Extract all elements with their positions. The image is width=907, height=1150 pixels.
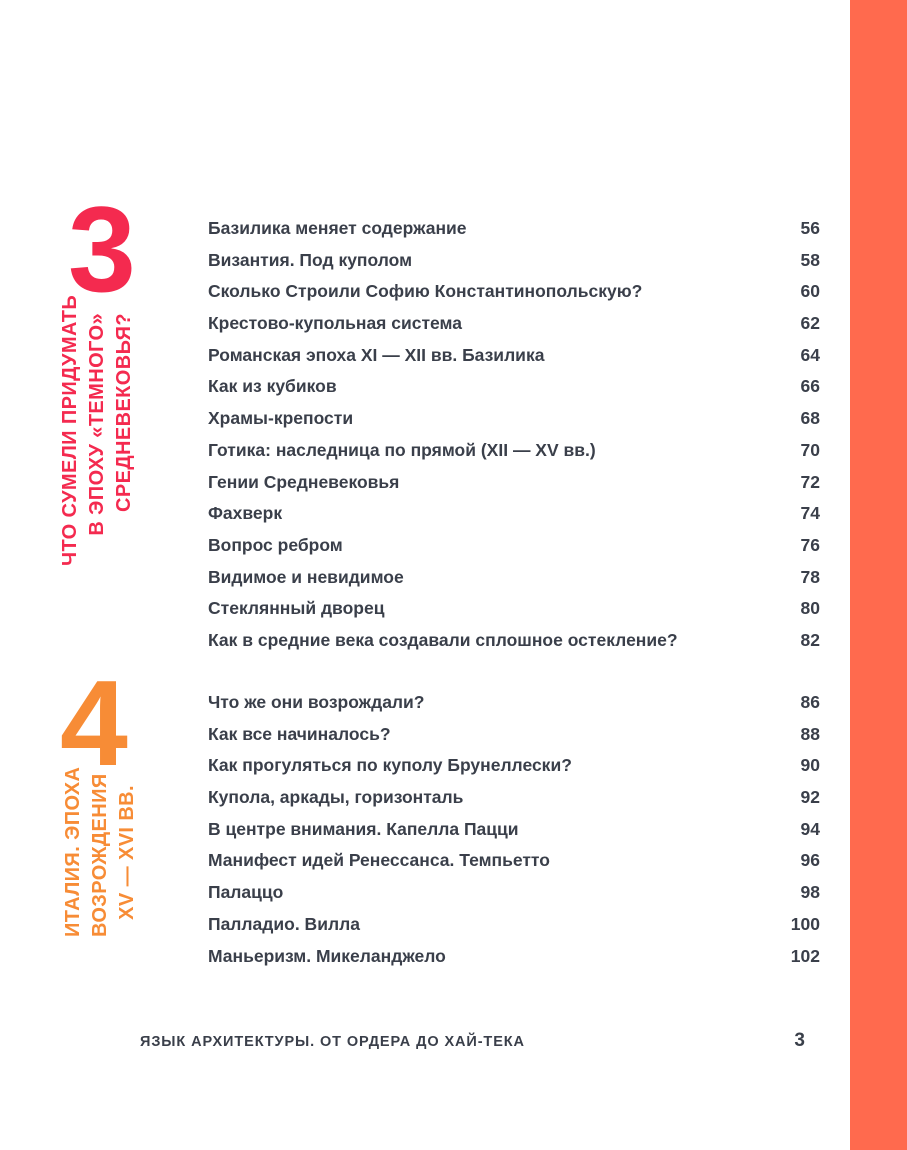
section-3-number: 3 (68, 181, 133, 317)
toc-entry-page-number: 80 (800, 598, 820, 619)
toc-entry-title: Как прогуляться по куполу Брунеллески? (208, 755, 572, 776)
toc-entry-title: Манифест идей Ренессанса. Темпьетто (208, 850, 550, 871)
toc-entry (208, 213, 820, 245)
toc-entry-page-number: 76 (800, 534, 820, 555)
right-accent-bar (850, 0, 907, 1150)
toc-entry-page-number: 88 (800, 723, 820, 744)
toc-entry-title: Что же они возрождали? (208, 692, 425, 712)
toc-entry-page-number: 70 (800, 439, 820, 460)
toc-entry (208, 245, 820, 277)
toc-entry-page-number: 98 (800, 882, 820, 903)
section-3-title-line-3: СРЕДНЕВЕКОВЬЯ? (113, 313, 135, 512)
toc-entry-title: Палладио. Вилла (208, 913, 360, 934)
toc-entry-page-number: 94 (800, 818, 820, 839)
toc-entry-title: Крестово-купольная система (208, 313, 462, 334)
section-3-vertical-title (57, 294, 138, 566)
toc-entry-page-number: 90 (800, 755, 820, 776)
toc-entry-title: Гении Средневековья (208, 471, 400, 492)
toc-entry (208, 467, 820, 499)
toc-entry-title: Видимое и невидимое (208, 566, 404, 587)
toc-entry-title: Стеклянный дворец (208, 598, 385, 619)
toc-entry (208, 782, 820, 814)
toc-entry-page-number: 78 (800, 566, 820, 587)
toc-entry-page-number: 62 (800, 313, 820, 334)
toc-entry-title: Фахверк (208, 503, 283, 524)
toc-entry-page-number: 82 (800, 629, 820, 650)
toc-entry-page-number: 72 (800, 471, 820, 492)
toc-entry-page-number: 96 (800, 850, 820, 871)
toc-entry (208, 498, 820, 530)
toc-entry-page-number: 66 (800, 376, 820, 397)
toc-entry (208, 308, 820, 340)
toc-entry-title: Как из кубиков (208, 376, 337, 397)
toc-list-section-3 (208, 213, 820, 657)
section-4-title-line-1: ИТАЛИЯ. ЭПОХА (62, 766, 84, 937)
toc-entry-title: В центре внимания. Капелла Пацци (208, 818, 519, 839)
toc-entry-page-number: 68 (800, 408, 820, 429)
toc-entry-title: Вопрос ребром (208, 534, 343, 555)
toc-entry-page-number: 60 (800, 281, 820, 302)
toc-entry-title: Византия. Под куполом (208, 249, 413, 270)
section-3-title-line-2: В ЭПОХУ «ТЕМНОГО» (86, 313, 108, 536)
toc-entry-page-number: 100 (790, 913, 820, 934)
toc-entry (208, 750, 820, 782)
toc-entry-title: Маньеризм. Микеланджело (208, 945, 446, 966)
toc-entry (208, 276, 820, 308)
toc-entry (208, 593, 820, 625)
toc-entry (208, 403, 820, 435)
toc-entry-page-number: 64 (800, 344, 820, 365)
toc-entry-title: Купола, аркады, горизонталь (208, 787, 464, 808)
toc-entry (208, 625, 820, 657)
toc-entry-page-number: 74 (800, 503, 820, 524)
footer-book-title: ЯЗЫК АРХИТЕКТУРЫ. ОТ ОРДЕРА ДО ХАЙ-ТЕКА (140, 1034, 525, 1050)
toc-entry (208, 340, 820, 372)
toc-entry-page-number: 56 (800, 218, 820, 238)
toc-entry (208, 530, 820, 562)
toc-entry-page-number: 86 (800, 692, 820, 712)
toc-entry (208, 435, 820, 467)
toc-entry-title: Как в средние века создавали сплошное остекление? (208, 629, 678, 650)
toc-list-section-4 (208, 687, 820, 972)
section-4-title-line-2: ВОЗРОЖДЕНИЯ (89, 773, 111, 937)
toc-entry-page-number: 92 (800, 787, 820, 808)
toc-entry-page-number: 102 (790, 945, 820, 966)
toc-entry-title: Романская эпоха XI — XII вв. Базилика (208, 344, 545, 365)
toc-entry (208, 687, 820, 719)
section-4-number: 4 (60, 655, 125, 791)
toc-entry-page-number: 58 (800, 249, 820, 270)
toc-entry (208, 719, 820, 751)
toc-entry-title: Храмы-крепости (208, 408, 354, 429)
page-footer (140, 1026, 805, 1057)
toc-entry-title: Палаццо (208, 882, 284, 903)
toc-entry (208, 814, 820, 846)
toc-entry (208, 941, 820, 973)
footer-page-number: 3 (794, 1030, 805, 1051)
toc-entry (208, 371, 820, 403)
toc-entry (208, 562, 820, 594)
toc-entry-title: Как все начиналось? (208, 723, 391, 744)
section-3-title-line-1: ЧТО СУМЕЛИ ПРИДУМАТЬ (59, 294, 81, 566)
toc-entry-title: Сколько Строили Софию Константинопольскую? (208, 281, 643, 302)
toc-entry-title: Готика: наследница по прямой (XII — XV вв.) (208, 439, 596, 460)
section-4-vertical-title (60, 766, 141, 937)
section-4-title-line-3: XV — XVI ВВ. (116, 785, 138, 920)
toc-entry-title: Базилика меняет содержание (208, 218, 467, 238)
toc-entry (208, 909, 820, 941)
toc-entry (208, 845, 820, 877)
toc-entry (208, 877, 820, 909)
